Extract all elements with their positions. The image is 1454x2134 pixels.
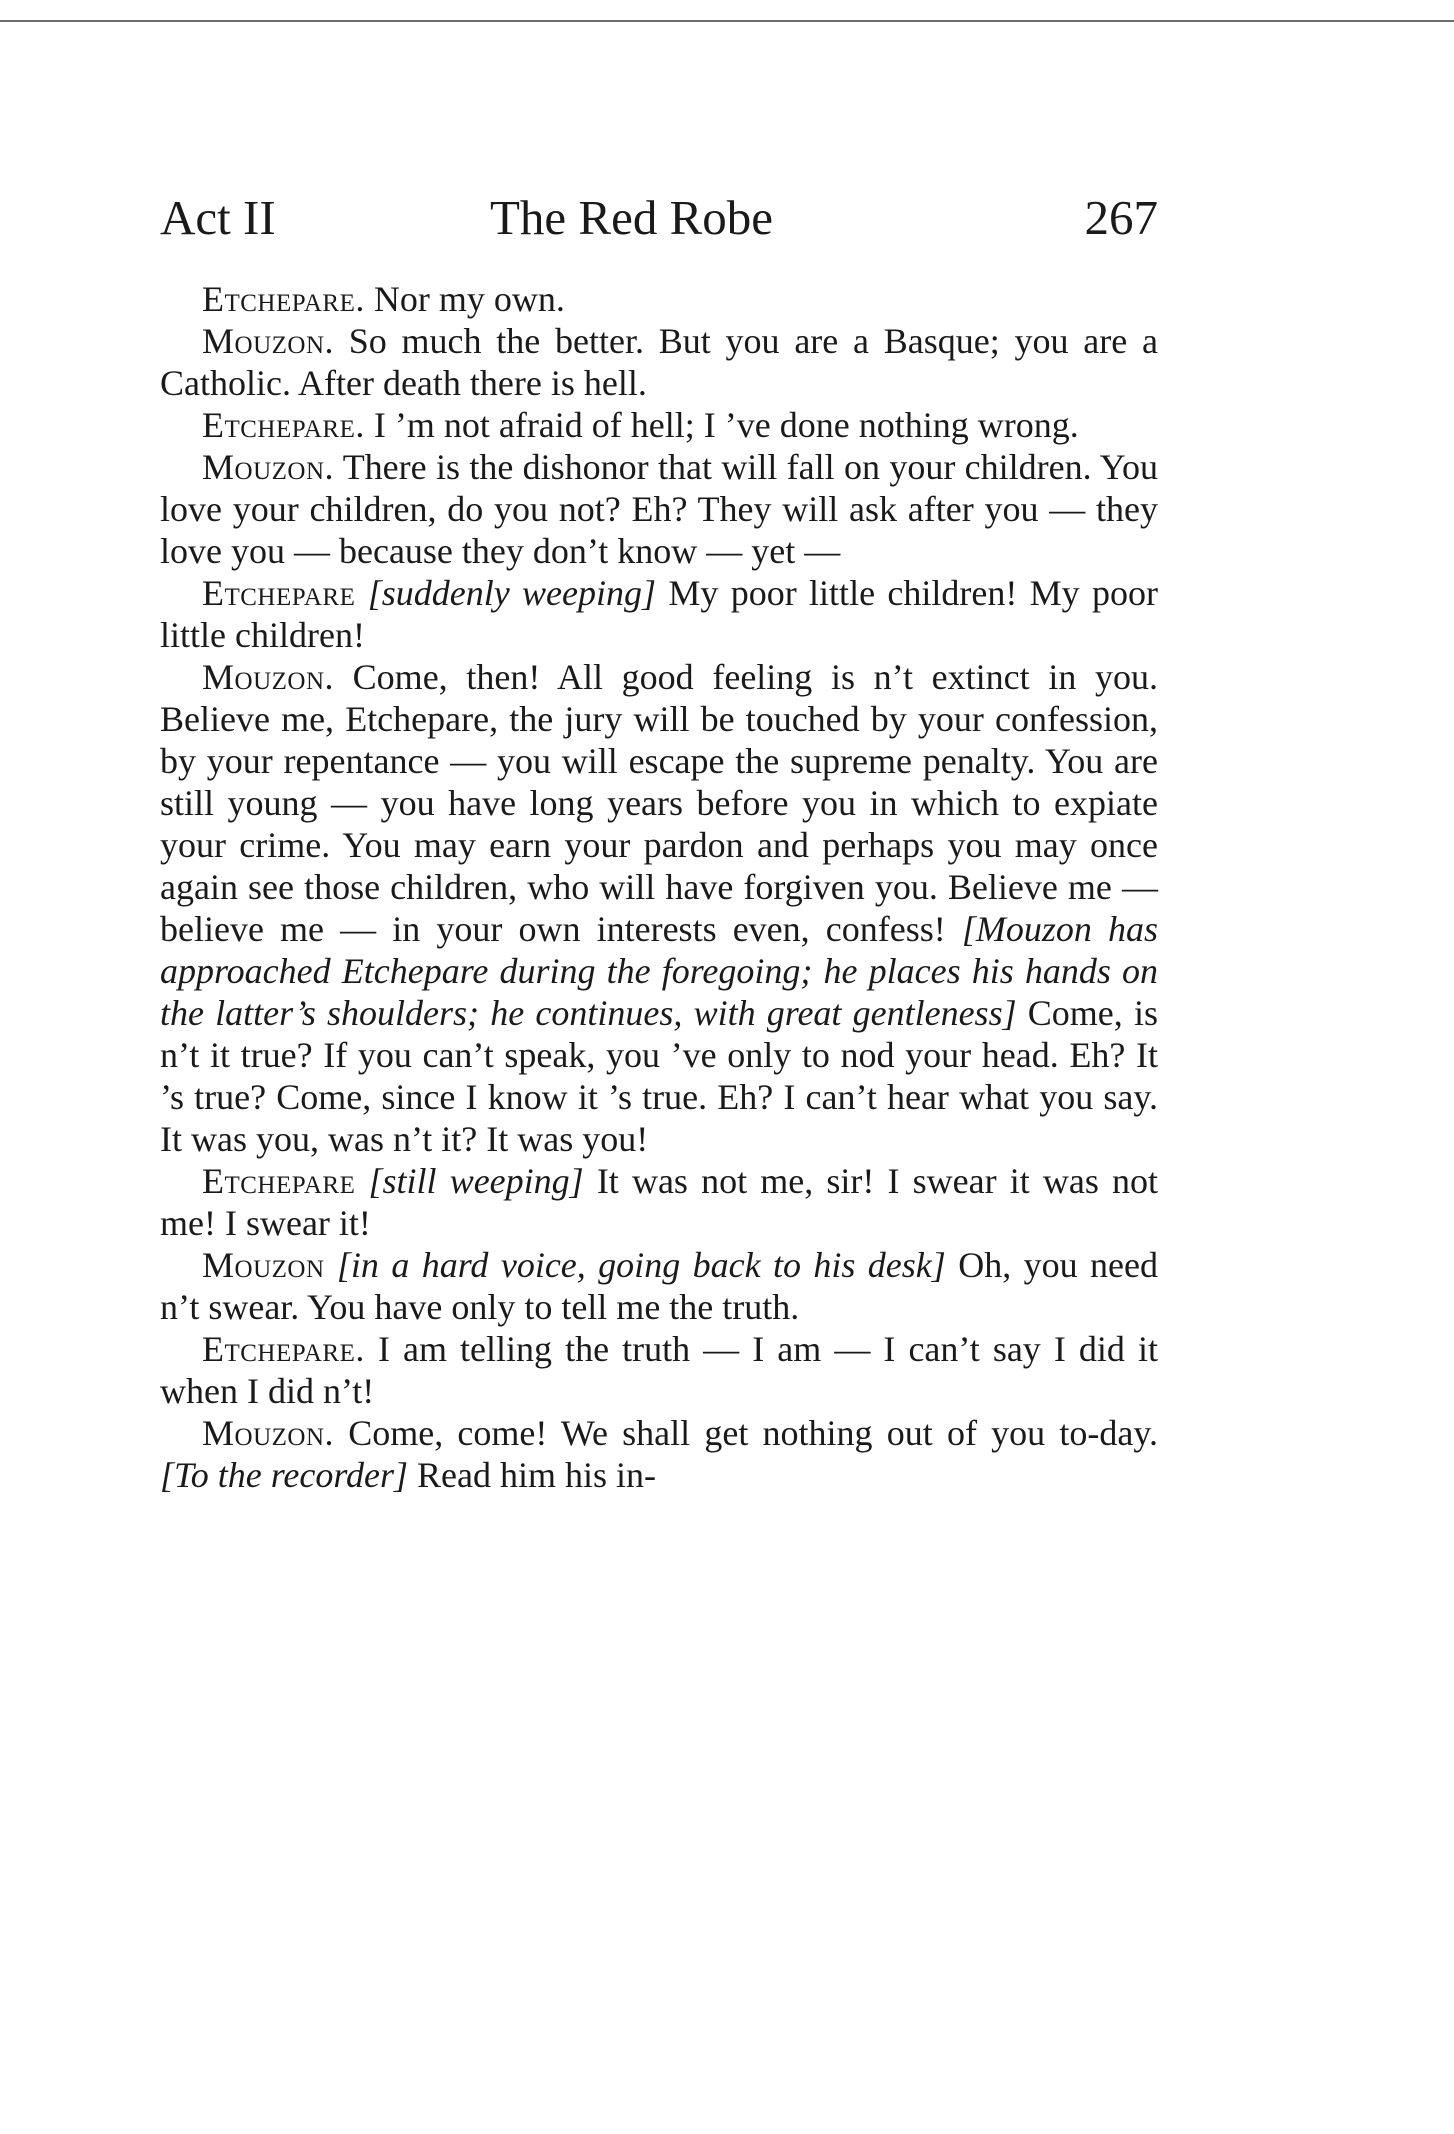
dialogue-text: I ’m not afraid of hell; I ’ve done nothing wrong.: [364, 405, 1079, 445]
dialogue-text: My poor little children! My poor little children!: [160, 573, 1159, 655]
act-label: Act II: [160, 190, 276, 245]
dialogue-text: It was not me, sir! I swear it was not me! I swear it!: [160, 1161, 1158, 1243]
page-title: The Red Robe: [490, 190, 774, 245]
stage-direction: [Mouzon has approached Etchepare during the foregoing; he places his hands on the latter’s shoulders; he continues, with great gentleness]: [160, 909, 1158, 1033]
dialogue-paragraph: [160, 278, 1158, 320]
stage-direction: [still weeping]: [355, 1161, 584, 1201]
dialogue-paragraph: [160, 1244, 1158, 1328]
stage-direction: [To the recorder]: [160, 1455, 409, 1495]
speaker-name: Mouzon.: [202, 1413, 334, 1453]
stage-direction: [in a hard voice, going back to his desk]: [324, 1245, 946, 1285]
dialogue-text: I am telling the truth — I am — I can’t say I did it when I did n’t!: [160, 1329, 1158, 1411]
dialogue-text: There is the dishonor that will fall on your children. You love your children, do you not? Eh? They will ask after you — they love you — because they don’t know — yet —: [160, 447, 1158, 571]
dialogue-text: Read him his in-: [408, 1455, 656, 1495]
dialogue-paragraph: [160, 572, 1158, 656]
speaker-name: Etchepare.: [202, 405, 365, 445]
speaker-name: Etchepare: [202, 1161, 356, 1201]
speaker-name: Mouzon.: [202, 657, 334, 697]
dialogue-paragraph: [160, 656, 1158, 1160]
dialogue-text: Nor my own.: [364, 279, 565, 319]
dialogue-paragraph: [160, 404, 1158, 446]
dialogue-paragraph: [160, 446, 1158, 572]
dialogue-text: Come, is n’t it true? If you can’t speak, you ’ve only to nod your head. Eh? It ’s true? Come, since I know it ’s true. Eh? I can’t hear what you say. It was you, was n’t it? It was you!: [160, 993, 1158, 1159]
speaker-name: Etchepare: [202, 573, 356, 613]
speaker-name: Mouzon.: [202, 447, 334, 487]
running-head: [160, 188, 1158, 248]
play-text: [160, 278, 1158, 1496]
dialogue-paragraph: [160, 1160, 1158, 1244]
page-number: 267: [1084, 190, 1158, 245]
speaker-name: Etchepare.: [202, 279, 365, 319]
stage-direction: [suddenly weeping]: [355, 573, 657, 613]
speaker-name: Mouzon.: [202, 321, 334, 361]
dialogue-text: Oh, you need n’t swear. You have only to tell me the truth.: [160, 1245, 1158, 1327]
dialogue-text: Come, come! We shall get nothing out of you to-day.: [334, 1413, 1158, 1453]
dialogue-paragraph: [160, 320, 1158, 404]
top-rule: [0, 20, 1454, 22]
speaker-name: Mouzon: [202, 1245, 325, 1285]
dialogue-text: Come, then! All good feeling is n’t extinct in you. Believe me, Etchepare, the jury will be touched by your confession, by your repentance — you will escape the supreme penalty. You are still young — you have long years before you in which to expiate your crime. You may earn your pardon and perhaps you may once again see those children, who will have forgiven you. Believe me — believe me — in your own interests even, confess!: [160, 657, 1158, 949]
dialogue-text: So much the better. But you are a Basque; you are a Catholic. After death there is hell.: [160, 321, 1158, 403]
dialogue-paragraph: [160, 1412, 1158, 1496]
speaker-name: Etchepare.: [202, 1329, 365, 1369]
dialogue-paragraph: [160, 1328, 1158, 1412]
